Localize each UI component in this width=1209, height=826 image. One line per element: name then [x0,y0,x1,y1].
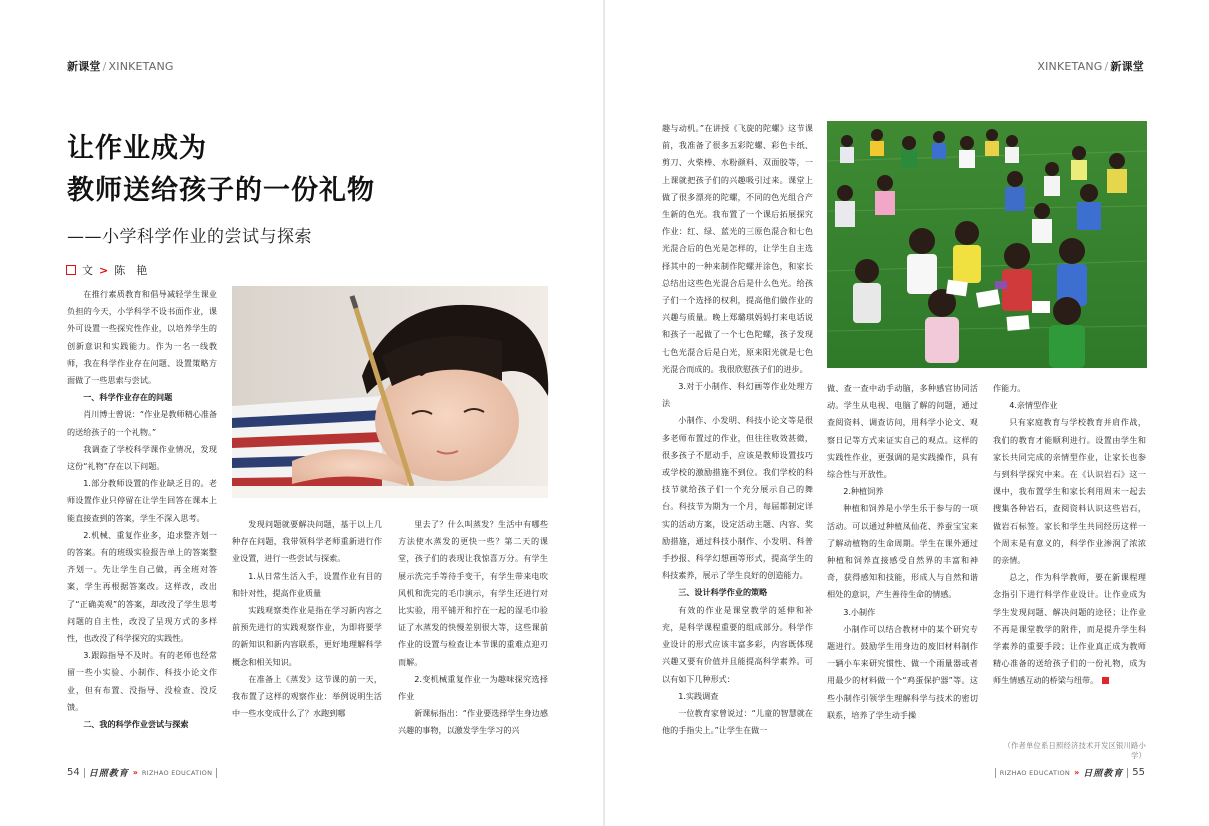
left-page [0,0,604,826]
text-column-2: 发现问题就要解决问题，基于以上几种存在问题，我带领科学老师重新进行作业设置，进行一些尝试与探索。 1.从日常生活入手，设置作业有目的和针对性，提高作业质量 实践观察类作业是指在学习新内容之前预先进行的实践观察作业，为即将要学的新知识和新内容联系，更好地理解科学概念和相关知识。 在准备上《蒸发》这节课的前一天，我布置了这样的观察作业：举例说明生活中一些水变成什么了？水跑到哪 [232,519,382,719]
article-title-line1: 让作业成为 [67,133,207,164]
text-column-3: 里去了？什么叫蒸发？生活中有哪些方法使水蒸发的更快一些？第二天的课堂，孩子们的表现让我惊喜万分。有学生展示洗完手等待手变干，有学生带来电吹风机和洗完的毛巾演示，有学生还进行对比实验，用平铺开和拧在一起的湿毛巾验证了水蒸发的快慢差别很大等，这些课前作业的设置与检查让本节课的重难点迎刃而解。 2.变机械重复作业一为趣味探究选择作业 新课标指出：“作业要选择学生身边感兴趣的事物，以激发学生学习的兴 [398,519,548,736]
byline-label: 文 [82,264,93,277]
page-number: 54 [67,767,80,778]
text-column-6: 作能力。 4.亲情型作业 只有家庭教育与学校教育并肩作战，我们的教育才能顺利进行。设置由学生和家长共同完成的亲情型作业，让家长也参与到科学探究中来。在《认识岩石》这一课中，我布置学生和家长利用周末一起去搜集各种岩石，查阅资料认识这些岩石，做岩石标签。家长和学生共同经历这样一个周末是有意义的，科学作业渗润了浓浓的亲情。 总之，作为科学教师，要在新课程理念指引下进行科学作业设计。让作业成为学生发现问题、解决问题的途径；让作业不再是课堂教学的附件，而是提升学生科学素养的重要手段；让作业真正成为教师精心准备的送给孩子们的一份礼物，成为师生情感互动的桥梁与纽带。 [993,383,1146,686]
header-latin: XINKETANG [1037,60,1103,73]
students-on-lawn-illustration [827,121,1147,368]
footer-brand: 日照教育 [88,769,129,779]
header-latin: XINKETANG [108,60,174,73]
author-affiliation-note: （作者单位系日照经济技术开发区银川路小学） [1003,741,1146,760]
text-column-4: 趣与动机。”在讲授《飞旋的陀螺》这节课前，我准备了很多五彩陀螺、彩色卡纸、剪刀、火柴棒、水粉颜料、双面胶等，一上课就把孩子们的兴趣吸引过来。课堂上做了很多漂亮的陀螺，不同的色光组合产生新的色光。我布置了一个课后拓展探究作业：红、绿、蓝光的三原色混合和七色光混合后的色光是怎样的，让学生自主选择其中的一种来制作陀螺并涂色，和家长总结出这些色光混合后是什么色光。给孩子们一个选择的权利，提高他们做作业的兴趣与质量。晚上郑璐琪妈妈打来电话说和孩子一起做了一个七色陀螺，孩子发现七色光混合后是白光，原来阳光就是七色光混合而成的。我很欣慰孩子们的进步。 3.对于小制作、科幻画等作业处理方法 小制作、小发明、科技小论文等是很多老师布置过的作业，但往往收效甚微，很多孩子不愿动手，应该是教师设置技巧或学校的激励措施不到位。我们学校的科技节就给孩子们一个充分展示自己的舞台。科技节为期为一个月，每届都制定详实的活动方案，设定活动主题、内容、奖励措施，通过科技小制作、小发明、科普手抄报、科学幻想画等形式，提高学生的科技素养，展示了学生良好的创造能力。 三、设计科学作业的策略 有效的作业是课堂教学的延伸和补充，是科学课程重要的组成部分。科学作业设计的形式应该丰富多彩，内容既体现兴趣又要有价值并且能提高科学素养。可以有如下几种形式： 1.实践调查 一位教育家曾说过：“儿童的智慧就在他的手指尖上。”让学生在做一 [662,123,813,736]
article-subtitle: ——小学科学作业的尝试与探索 [67,227,312,247]
byline-square-icon [66,265,76,275]
right-running-header: XINKETANG / 新课堂 [1037,60,1144,73]
chevron-icon: » [132,768,138,777]
byline-arrow-icon: > [99,263,109,277]
article-title-line2: 教师送给孩子的一份礼物 [67,175,375,206]
right-footer [995,766,1145,779]
byline [66,262,147,278]
page-number: 55 [1132,767,1145,778]
right-page [605,0,1209,826]
header-brand: 新课堂 [1110,60,1144,73]
child-writing-illustration [232,286,548,498]
chevron-icon: » [1074,768,1080,777]
author-name: 陈 艳 [114,264,148,277]
end-of-article-mark-icon [1102,677,1109,684]
students-on-lawn-photo [827,121,1147,368]
text-column-1: 在推行素质教育和倡导减轻学生课业负担的今天，小学科学不设书面作业，课外可设置一些探究性作业，以培养学生的创新意识和实践能力。作为一名一线教师，我在科学作业存在问题、设置策略方面做了一些思索与尝试。 一、科学作业存在的问题 肖川博士曾说：“作业是教师精心准备的送给孩子的一个礼物。” 我调查了学校科学课作业情况，发现这份“礼物”存在以下问题。 1.部分教师设置的作业缺乏目的。老师设置作业只停留在让学生回答在课本上能直接查到的答案，学生不深入思考。 2.机械、重复作业多，追求整齐划一的答案。有的班级实验报告单上的答案整齐划一。先让学生自己做，再全班对答案，学生再根据答案改。这样改，改出了“正确美观”的答案，却改没了学生思考问题的自主性，改没了呈现方式的多样性，也改没了科学探究的实践性。 3.跟踪指导不及时。有的老师也经常留一些小实验、小制作、科技小论文作业，但有布置、没指导、没检查、没反馈。 二、我的科学作业尝试与探索 [67,289,217,730]
left-footer [67,766,217,779]
header-brand: 新课堂 [67,60,101,73]
footer-edu-latin: RIZHAO EDUCATION [141,768,213,777]
footer-edu-latin: RIZHAO EDUCATION [999,768,1071,777]
text-column-5: 做、查一查中动手动脑，多种感官协同活动。学生从电视、电脑了解的问题，通过查阅资料、调查访问，用科学小论文、观察日记等方式来证实自己的观点。这样的实践性作业，更强调的是实践操作，具有综合性与开放性。 2.种植饲养 种植和饲养是小学生乐于参与的一项活动。可以通过种植凤仙花、养蚕宝宝来了解动植物的生命周期。学生在课外通过种植和饲养直接感受自然界的丰富和神奇，获得感知和技能，形成人与自然和谐相处的意识，产生善待生命的情感。 3.小制作 小制作可以结合教材中的某个研究专题进行。鼓励学生用身边的废旧材料制作一辆小车来研究惯性、做一个雨量器或者用最少的材料做一个“鸡蛋保护器”等。这些小制作引领学生理解科学与技术的密切联系，培养了学生动手操 [827,383,978,720]
footer-brand: 日照教育 [1083,769,1124,779]
child-writing-photo [232,286,548,498]
left-running-header: 新课堂 / XINKETANG [67,60,174,73]
